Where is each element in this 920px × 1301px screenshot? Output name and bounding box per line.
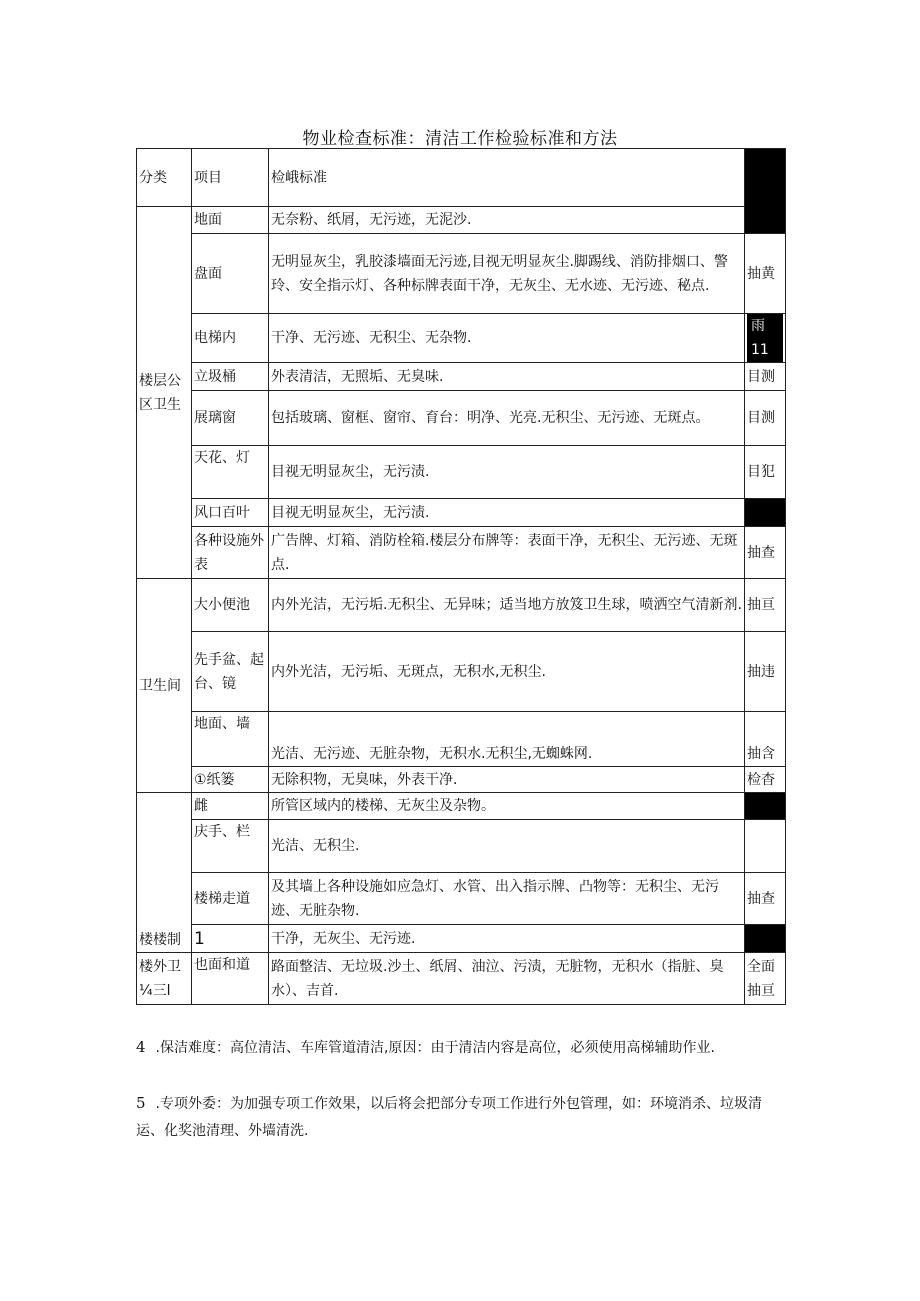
standard-cell: 目视无明显灰尘，无污渍.	[269, 499, 745, 527]
table-row	[137, 499, 786, 527]
item-cell: 先手盆、起台、镜	[192, 632, 269, 712]
note-paragraph	[136, 1034, 786, 1062]
standard-cell: 所管区域内的楼梯、无灰尘及杂物。	[269, 793, 745, 820]
header-category: 分类	[137, 149, 192, 207]
standard-cell: 无明显灰尘，乳胶漆墙面无污迹,目视无明显灰尘.脚踢线、消防排烟口、警玲、安全指示灯、各种标牌表面干净，无灰尘、无水迹、无污迹、秘点.	[269, 234, 745, 314]
table-row	[137, 527, 786, 579]
header-standard: 检峨标准	[269, 149, 745, 207]
method-cell: 抽违	[745, 632, 786, 712]
group-name-restroom: 卫生间	[137, 579, 192, 793]
item-cell: 盘面	[192, 234, 269, 314]
standard-cell: 内外光洁，无污垢、无斑点，无积水,无积尘.	[269, 632, 745, 712]
standard-cell: 光洁、无污迹、无脏杂物，无积水.无积尘,无蜘蛛网.	[269, 712, 745, 767]
group-name-stairs: 楼楼制	[137, 793, 192, 953]
table-header-row	[137, 149, 786, 207]
method-black-cell	[745, 499, 786, 527]
item-cell: 地面	[192, 207, 269, 234]
table-row	[137, 925, 786, 953]
table-row	[137, 712, 786, 767]
item-cell: 立圾桶	[192, 363, 269, 391]
table-row	[137, 820, 786, 873]
method-black-cell	[745, 793, 786, 820]
method-black-cell	[745, 925, 786, 953]
table-row	[137, 363, 786, 391]
method-cell: 目测	[745, 391, 786, 446]
method-cell: 抽含	[745, 712, 786, 767]
table-row	[137, 953, 786, 1005]
table-row	[137, 234, 786, 314]
method-cell: 全面抽亘	[745, 953, 786, 1005]
table-row	[137, 579, 786, 632]
standard-cell: 干净，无灰尘、无污迹.	[269, 925, 745, 953]
note-text: .保洁难度：高位清洁、车库管道清洁,原因：由于清洁内容是高位，必须使用高梯辅助作业.	[155, 1040, 715, 1056]
table-row	[137, 314, 786, 363]
table-row	[137, 391, 786, 446]
method-cell	[745, 820, 786, 873]
item-cell: 庆手、栏	[192, 820, 269, 873]
table-row	[137, 632, 786, 712]
page-title: 物业检查标准：清洁工作检验标准和方法	[302, 129, 618, 149]
item-cell: 各种设施外表	[192, 527, 269, 579]
method-inverted-label: 雨11	[747, 314, 783, 362]
note-number: 5	[136, 1094, 146, 1112]
standard-cell: 内外光洁，无污垢.无积尘、无异味；适当地方放笈卫生球，喷洒空气清新剂.	[269, 579, 745, 632]
method-cell: 检杳	[745, 767, 786, 793]
method-cell: 抽查	[745, 527, 786, 579]
method-cell	[745, 314, 786, 363]
inspection-standards-table	[136, 148, 786, 1005]
item-cell: 天花、灯	[192, 446, 269, 499]
header-method-black-cell	[745, 149, 786, 234]
table-row	[137, 446, 786, 499]
table-row	[137, 873, 786, 925]
table-row	[137, 207, 786, 234]
standard-cell: 及其墙上各种设施如应急灯、水管、出入指示牌、凸物等：无积尘、无污迹、无脏杂物.	[269, 873, 745, 925]
item-cell: 电梯内	[192, 314, 269, 363]
note-number: 4	[136, 1038, 146, 1056]
standard-cell: 无奈粉、纸屑，无污迹，无泥沙.	[269, 207, 745, 234]
standard-cell: 外表清洁，无照垢、无臭味.	[269, 363, 745, 391]
item-cell: 风口百叶	[192, 499, 269, 527]
item-cell: 雌	[192, 793, 269, 820]
method-cell: 抽查	[745, 873, 786, 925]
method-cell: 抽黄	[745, 234, 786, 314]
item-cell: 大小便池	[192, 579, 269, 632]
group-name-exterior: 楼外卫 ¼三l	[137, 953, 192, 1005]
item-cell: 1	[192, 925, 269, 953]
standard-cell: 路面整洁、无垃圾.沙土、纸屑、油泣、污渍，无脏物，无积水（指脏、臭水）、吉首.	[269, 953, 745, 1005]
table-row	[137, 767, 786, 793]
method-cell: 目测	[745, 363, 786, 391]
table-row	[137, 793, 786, 820]
item-cell: 展璃窗	[192, 391, 269, 446]
item-cell: 地面、墙	[192, 712, 269, 767]
method-cell: 抽亘	[745, 579, 786, 632]
item-cell: ①纸篓	[192, 767, 269, 793]
header-item: 项目	[192, 149, 269, 207]
standard-cell: 包括玻璃、窗框、窗帘、育台：明净、光亮.无积尘、无污迹、无斑点。	[269, 391, 745, 446]
item-cell: 也面和道	[192, 953, 269, 1005]
standard-cell: 广告牌、灯箱、消防栓箱.楼层分布牌等：表面干净，无积尘、无污迹、无斑点.	[269, 527, 745, 579]
group-name-floor: 楼层公区卫生	[137, 207, 192, 579]
standard-cell: 光洁、无积尘.	[269, 820, 745, 873]
item-cell: 楼梯走道	[192, 873, 269, 925]
note-text: .专项外委：为加强专项工作效果，以后将会把部分专项工作进行外包管理，如：环境消杀、垃圾清运、化奖池清理、外墙清洗.	[136, 1096, 762, 1139]
method-cell: 目犯	[745, 446, 786, 499]
standard-cell: 干净、无污迹、无积尘、无杂物.	[269, 314, 745, 363]
standard-cell: 无除积物，无臭味，外表干净.	[269, 767, 745, 793]
note-paragraph	[136, 1090, 786, 1145]
standard-cell: 目视无明显灰尘，无污渍.	[269, 446, 745, 499]
